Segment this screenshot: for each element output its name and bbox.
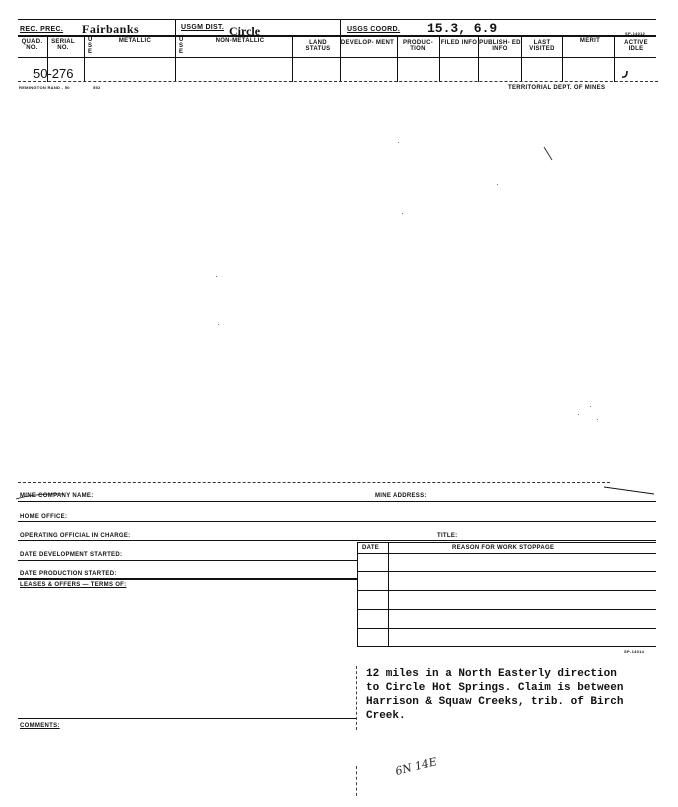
col-sep-10 (562, 36, 563, 82)
col-production: PRODUC- TION (402, 40, 434, 52)
lower-top-stroke (604, 484, 656, 496)
active-idle-mark (620, 66, 630, 76)
col-development: DEVELOP- MENT (340, 40, 395, 46)
description-margin-2 (356, 766, 357, 796)
mine-company-line (18, 501, 656, 502)
stoppage-row-5 (357, 646, 656, 647)
header-top-line (18, 19, 656, 20)
printer-mark: REMINGTON RAND - 50 (19, 85, 70, 90)
speck (218, 324, 219, 325)
col-use-right: U S E (179, 37, 184, 55)
header-sep-2 (340, 20, 341, 36)
usgs-coord-label: USGS COORD. (347, 26, 401, 33)
col-sep-6 (397, 36, 398, 82)
comments-label: COMMENTS: (20, 723, 60, 729)
col-sep-4 (292, 36, 293, 82)
leases-offers-label: LEASES & OFFERS — TERMS OF: (20, 582, 127, 588)
stoppage-row-1 (357, 571, 656, 572)
col-published-info: PUBLISH- ED INFO (479, 40, 521, 52)
mine-company-name-label: MINE COMPANY NAME: (20, 493, 94, 499)
col-filed-info: FILED INFO (440, 40, 478, 46)
rec-prec-value: Fairbanks (82, 22, 140, 36)
col-last-visited: LAST VISITED (529, 40, 555, 52)
speck (578, 414, 579, 415)
col-metallic: METALLIC (118, 38, 152, 44)
col-land-status: LAND STATUS (305, 40, 331, 52)
usgm-dist-value: Circle (229, 24, 261, 38)
col-sep-5 (340, 36, 341, 82)
speck (590, 406, 591, 407)
stoppage-left-border (357, 542, 358, 646)
quad-serial-value: 50-276 (33, 66, 74, 81)
reason-col-label: REASON FOR WORK STOPPAGE (452, 545, 555, 551)
township-range-annotation: 6N 14E (394, 755, 439, 778)
col-use-left: U S E (88, 37, 93, 55)
col-sep-8 (478, 36, 479, 82)
comments-divider (18, 718, 357, 719)
stoppage-header-bottom (357, 553, 656, 554)
pen-stroke (543, 146, 555, 162)
description-line-3: Harrison & Squaw Creeks, trib. of Birch (366, 696, 624, 708)
stoppage-date-sep (388, 542, 389, 646)
description-line-2: to Circle Hot Springs. Claim is between (366, 682, 624, 694)
form-number-2: SP-14014 (624, 649, 645, 654)
col-active-idle: ACTIVE IDLE (624, 40, 648, 52)
operating-official-line (18, 540, 656, 541)
stoppage-row-4 (357, 628, 656, 629)
description-line-1: 12 miles in a North Easterly direction (366, 668, 617, 680)
stoppage-row-2 (357, 590, 656, 591)
col-sep-2 (84, 36, 85, 82)
stoppage-row-3 (357, 609, 656, 610)
header-sep-1 (175, 20, 176, 36)
col-serial-no: SERIAL NO. (51, 39, 75, 51)
mine-address-label: MINE ADDRESS: (375, 493, 427, 499)
date-development-line (18, 560, 357, 561)
lower-top-dashed (18, 482, 610, 483)
description-margin (356, 666, 357, 730)
home-office-line (18, 521, 656, 522)
speck (402, 213, 403, 214)
col-sep-3 (175, 36, 176, 82)
mine-company-strike (16, 489, 66, 499)
col-sep-11 (614, 36, 615, 82)
date-col-label: DATE (362, 545, 380, 551)
home-office-label: HOME OFFICE: (20, 514, 68, 520)
description-line-4: Creek. (366, 710, 406, 722)
form-number: SP-14012 (625, 31, 646, 36)
col-merit: MERIT (579, 38, 601, 44)
speck (597, 419, 598, 420)
territorial-dept: TERRITORIAL DEPT. OF MINES (508, 85, 606, 91)
operating-official-label: OPERATING OFFICIAL IN CHARGE: (20, 533, 131, 539)
speck (398, 142, 399, 143)
usgm-dist-label: USGM DIST. (181, 24, 225, 31)
usgs-coord-value: 15.3, 6.9 (427, 21, 498, 36)
header-divider (18, 35, 656, 37)
col-quad-no: QUAD. NO. (21, 39, 43, 51)
date-production-line (18, 578, 357, 580)
printer-code: 552 (93, 85, 101, 90)
data-row-dashed-line (18, 81, 658, 82)
speck (497, 184, 498, 185)
date-development-label: DATE DEVELOPMENT STARTED: (20, 552, 123, 558)
stoppage-header-top (357, 542, 656, 543)
title-label: TITLE: (437, 533, 458, 539)
location-description (366, 667, 656, 723)
column-header-underline (18, 57, 656, 58)
col-non-metallic: NON-METALLIC (215, 38, 265, 44)
rec-prec-label: REC. PREC. (20, 26, 64, 33)
col-sep-7 (439, 36, 440, 82)
date-production-label: DATE PRODUCTION STARTED: (20, 571, 117, 577)
col-sep-9 (521, 36, 522, 82)
speck (216, 276, 217, 277)
